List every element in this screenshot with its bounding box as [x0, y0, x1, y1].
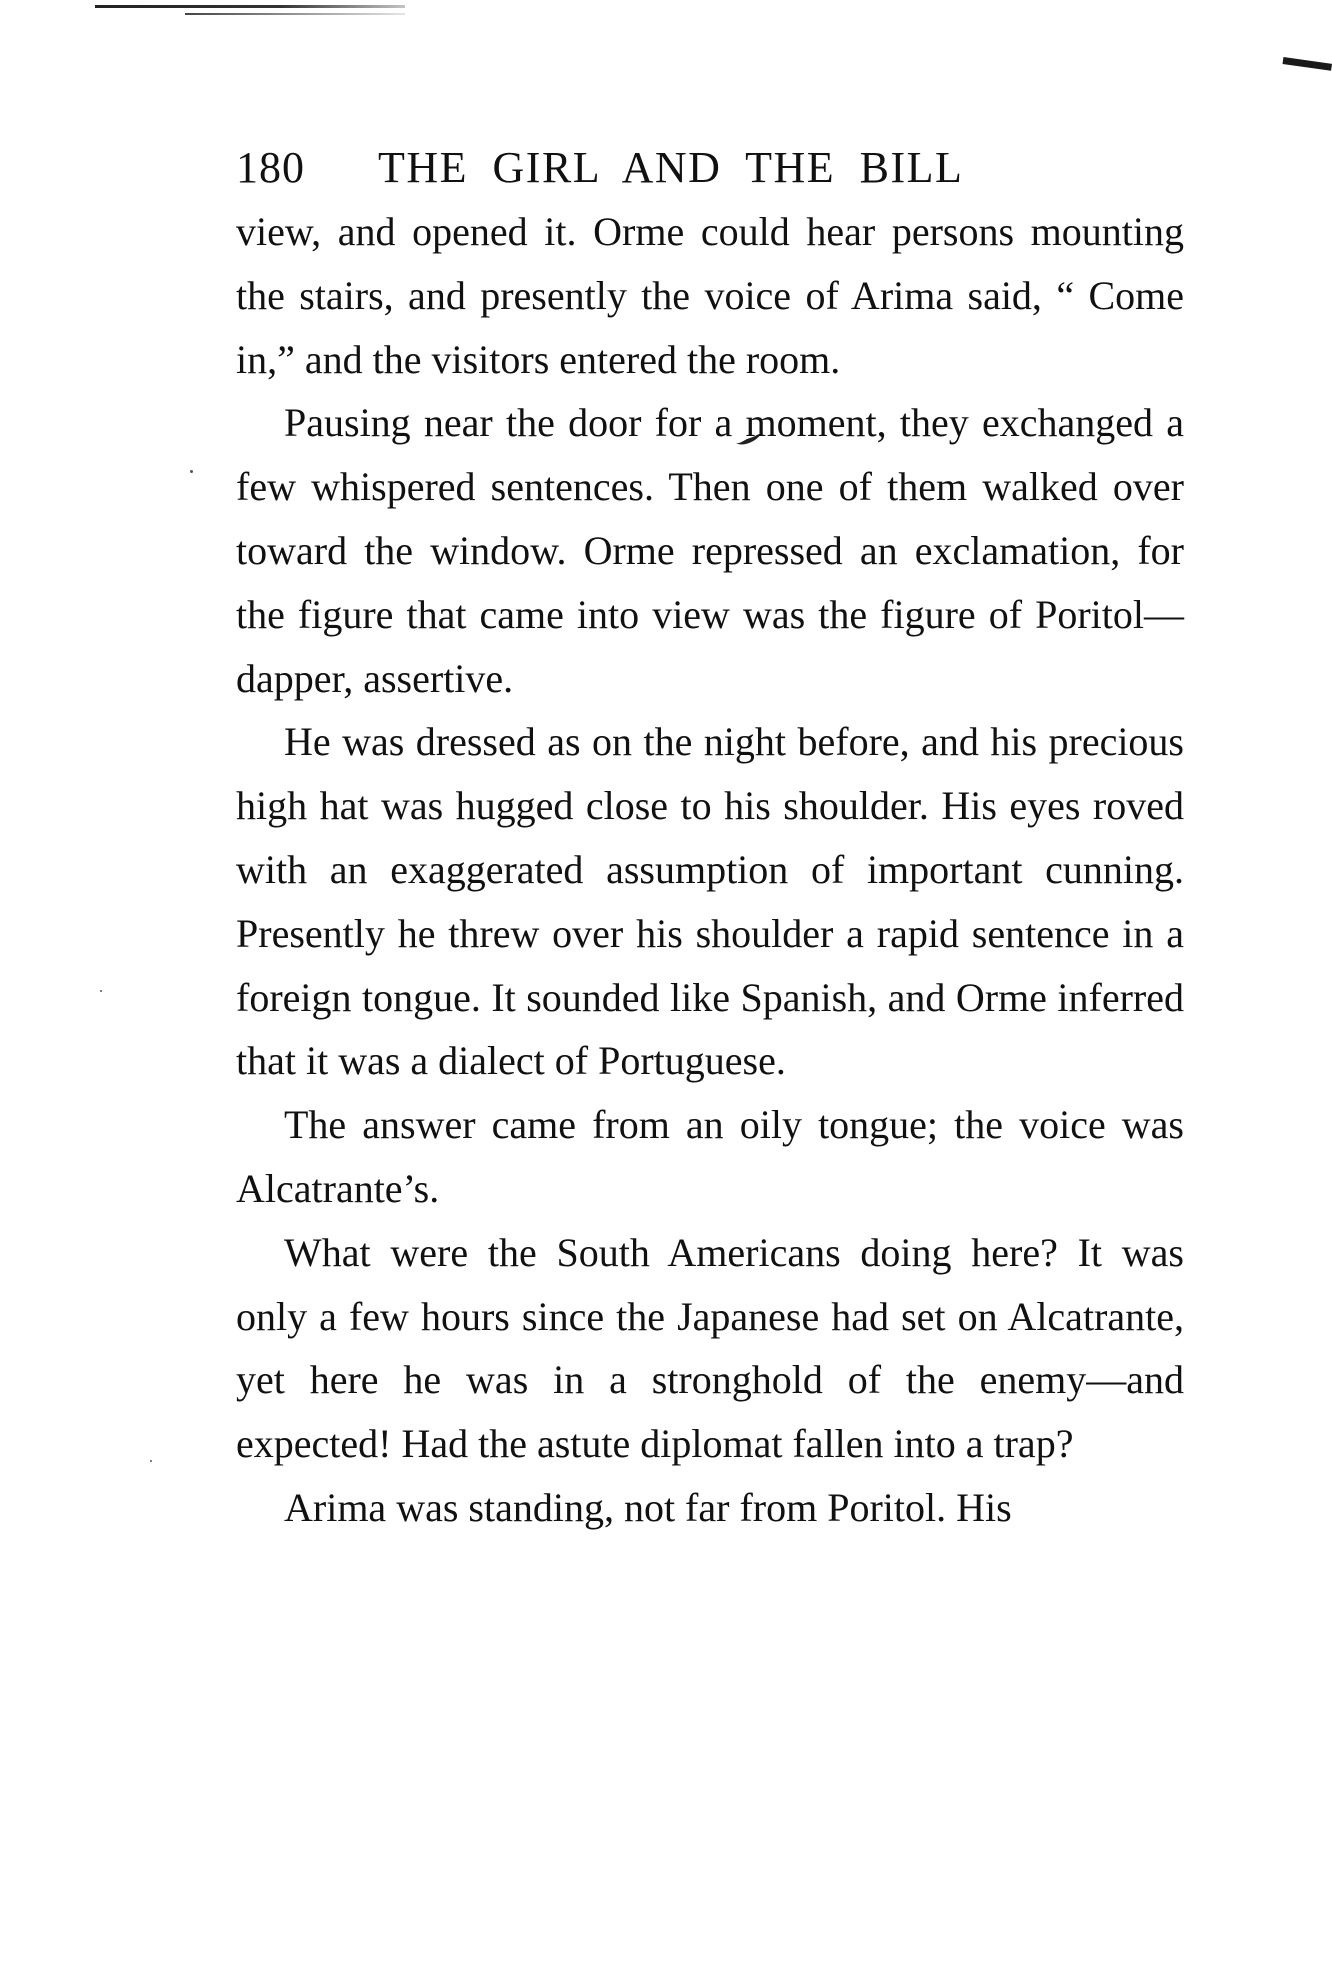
body-text [236, 200, 1184, 1540]
paragraph: The answer came from an oily tongue; the voice was Alcatrante’s. [236, 1102, 1184, 1211]
scan-speck [150, 1460, 152, 1462]
page-header [236, 136, 1184, 200]
scan-speck [190, 470, 193, 473]
scan-corner-mark [1283, 57, 1332, 71]
paragraph: view, and opened it. Orme could hear persons mounting the stairs, and presently the voice of Arima said, “ Come in,” and the visitors entered the room. [236, 209, 1184, 382]
page-number: 180 [236, 143, 305, 192]
scan-edge-mark [185, 13, 405, 15]
running-title: THE GIRL AND THE BILL [378, 143, 964, 192]
paragraph: What were the South Americans doing here? It was only a few hours since the Japanese had set on Alcatrante, yet here he was in a stronghold of the enemy—and expected! Had the astute diplomat fallen into a trap? [236, 1229, 1184, 1467]
paragraph: He was dressed as on the night before, and his precious high hat was hugged close to his shoulder. His eyes roved with an exaggerated assumption of important cunning. Presently he threw over his shoulder a rapid sentence in a foreign tongue. It sounded like Spanish, and Orme inferred that it was a dialect of Portuguese. [236, 719, 1184, 1084]
paragraph: Arima was standing, not far from Poritol. His [284, 1484, 1012, 1530]
scan-edge-mark [95, 5, 405, 8]
scan-speck [100, 990, 102, 992]
paragraph: Pausing near the door for a moment, they exchanged a few whispered sentences. Then one of them walked over toward the window. Orme repressed an exclamation, for the figure that came into view was the figure of Poritol—dapper, assertive. [236, 400, 1184, 701]
book-page [236, 136, 1184, 1540]
